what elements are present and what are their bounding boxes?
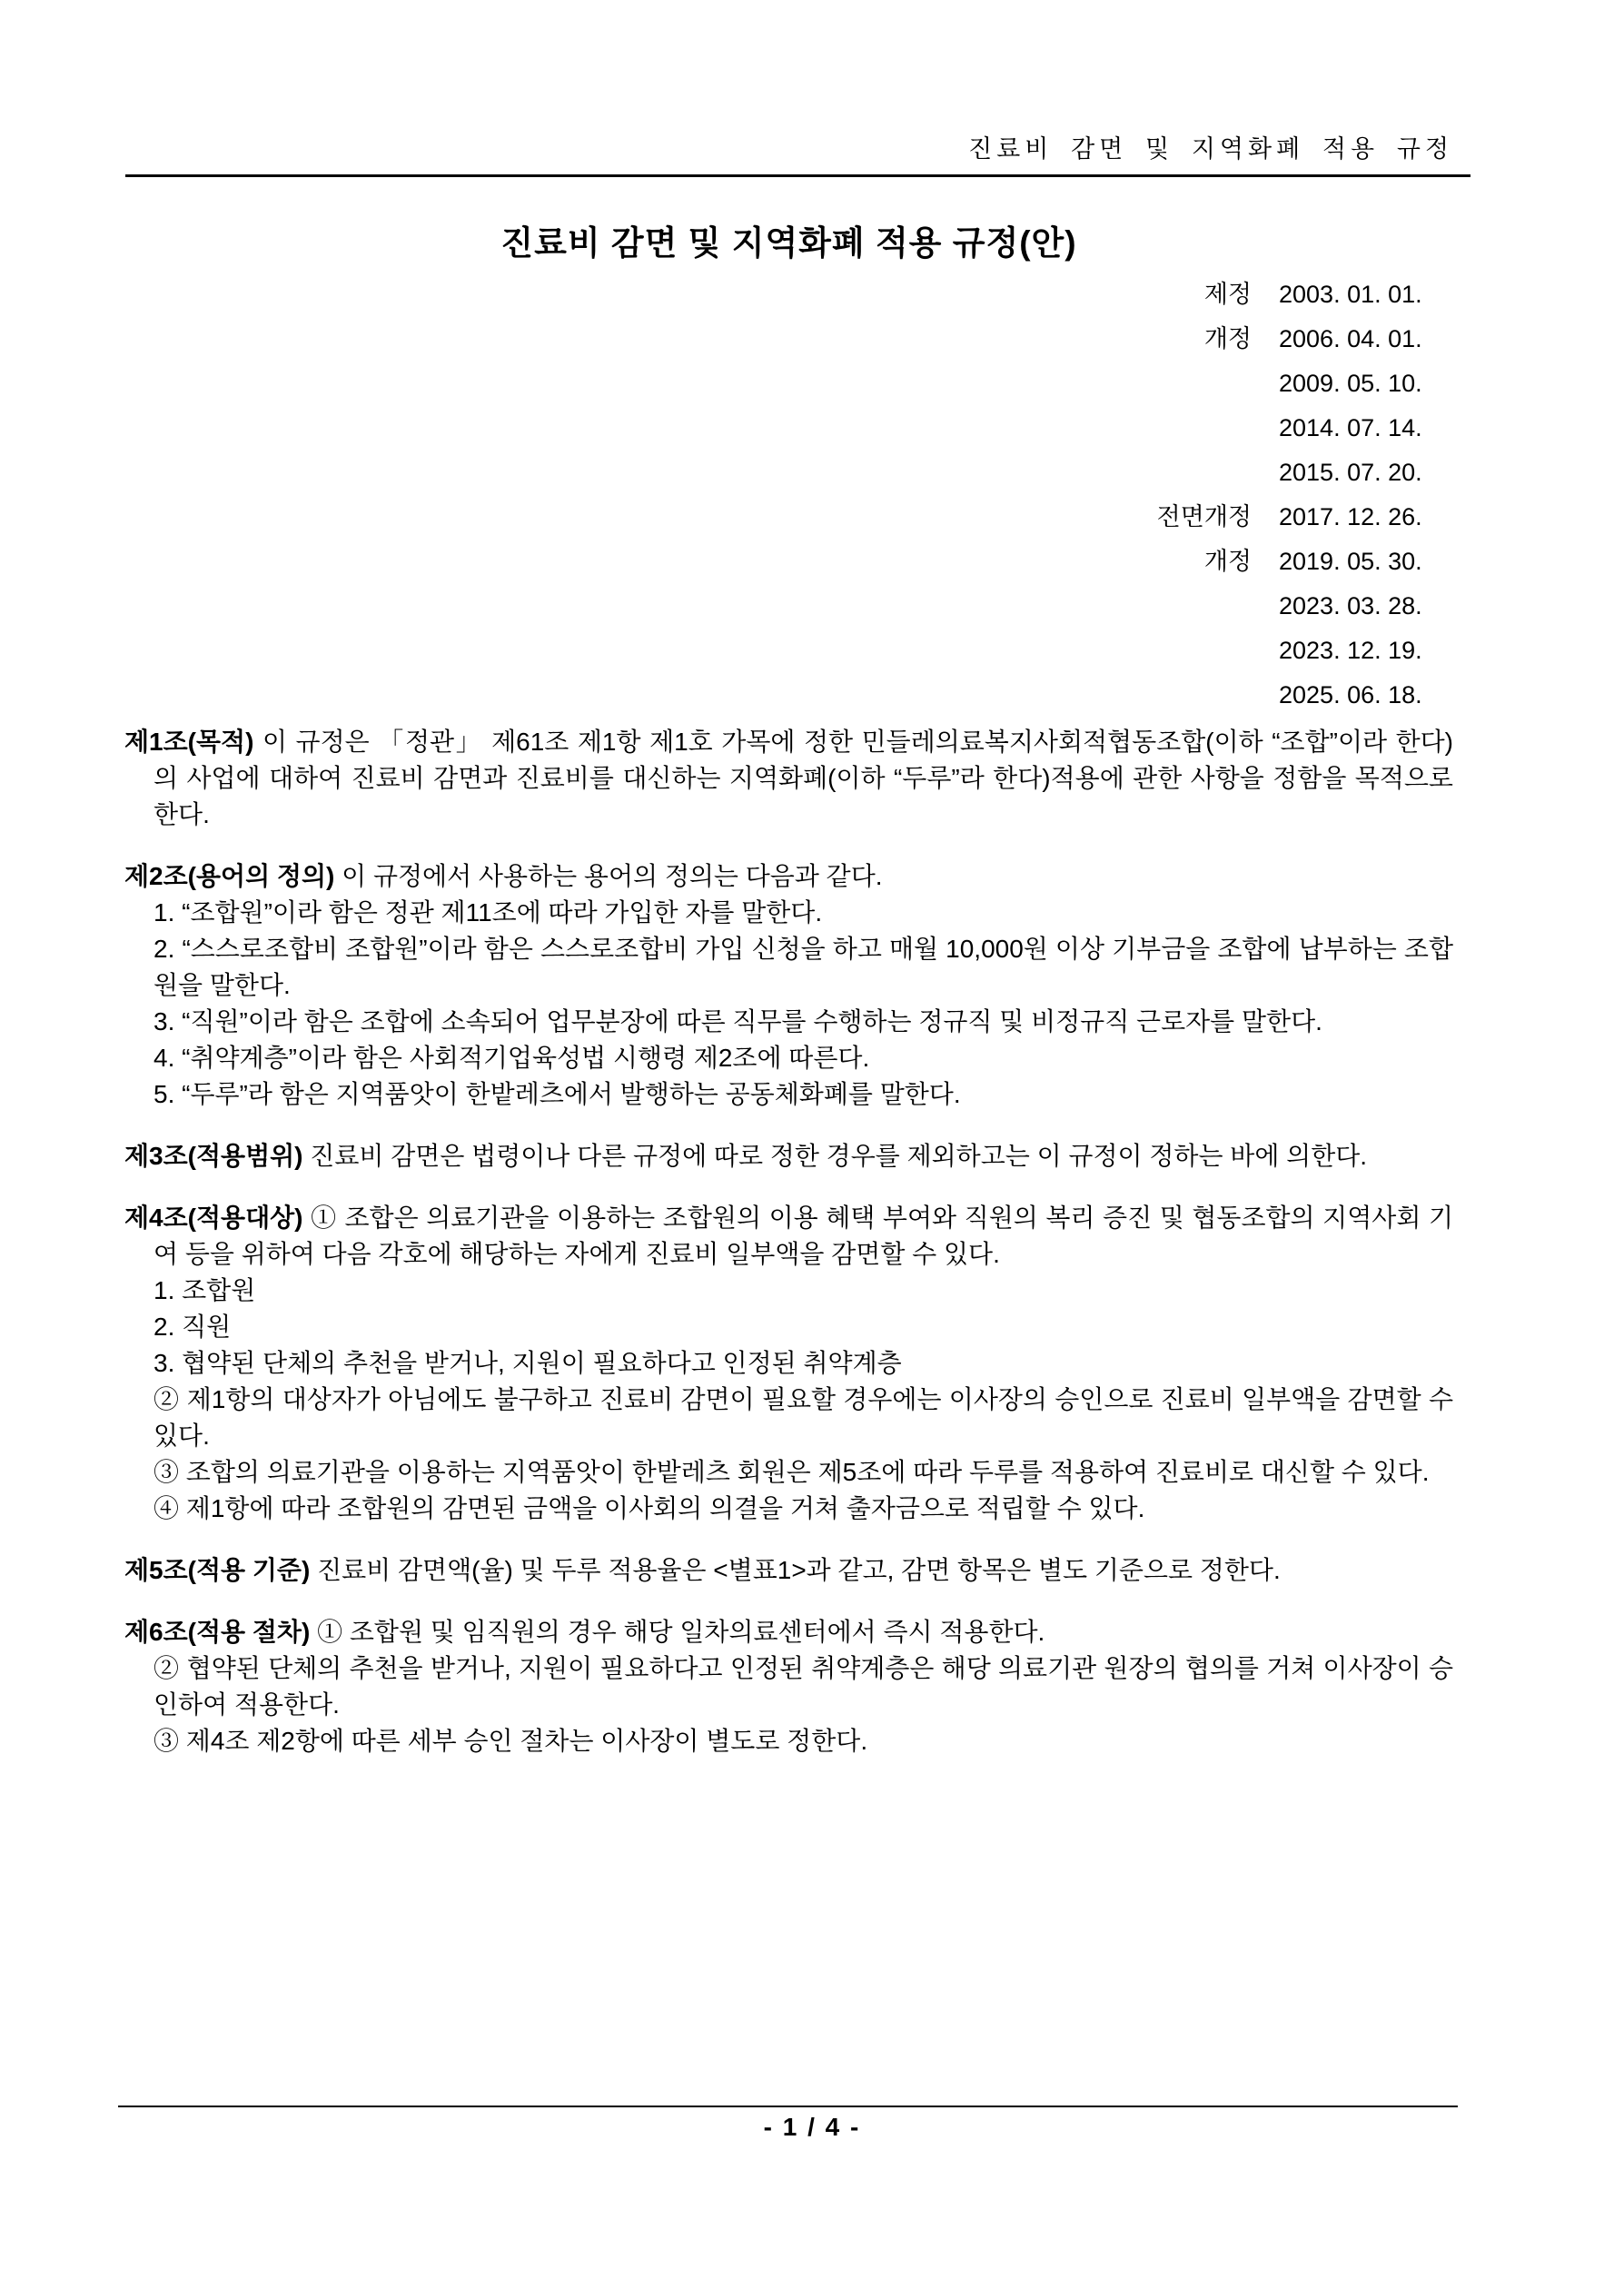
revision-row [1115,540,1453,584]
revision-label: 제정 [1203,281,1252,308]
article-first-line [124,858,1453,895]
footer-rule [118,2106,1458,2107]
article-item: ② 제1항의 대상자가 아님에도 불구하고 진료비 감면이 필요할 경우에는 이사장의 승인으로 진료비 일부액을 감면할 수 있다. [153,1385,1453,1450]
revision-label [1115,406,1252,451]
revision-date: 2023. 03. 28. [1279,592,1422,619]
revision-date: 2003. 01. 01. [1279,281,1422,308]
article-heading: 제1조(목적) [124,728,254,756]
article [124,1614,1453,1759]
revision-row [1115,584,1453,629]
article-item: 1. “조합원”이라 함은 정관 제11조에 따라 가입한 자를 말한다. [153,898,823,926]
article-body: 이 규정에서 사용하는 용어의 정의는 다음과 같다. [334,862,883,890]
article [124,724,1453,833]
article-first-line [124,1614,1453,1650]
article-heading: 제4조(적용대상) [124,1204,303,1232]
revision-label [1115,629,1252,673]
revision-row [1115,495,1453,540]
article-heading: 제5조(적용 기준) [124,1556,311,1584]
revision-row [1115,451,1453,495]
article-item: ② 협약된 단체의 추천을 받거나, 지원이 필요하다고 인정된 취약계층은 해당 의료기관 원장의 협의를 거쳐 이사장이 승인하여 적용한다. [153,1654,1453,1719]
revision-label: 전면개정 [1156,503,1252,530]
revision-label [1115,673,1252,718]
revision-row [1115,317,1453,362]
revision-row [1115,362,1453,406]
article-item: 2. “스스로조합비 조합원”이라 함은 스스로조합비 가입 신청을 하고 매월 10,000원 이상 기부금을 조합에 납부하는 조합원을 말한다. [153,935,1453,999]
articles [124,724,1453,1759]
article-item: ③ 조합의 의료기관을 이용하는 지역품앗이 한밭레츠 회원은 제5조에 따라 두루를 적용하여 진료비로 대신할 수 있다. [153,1458,1430,1486]
revision-row [1115,272,1453,317]
article-item: ④ 제1항에 따라 조합원의 감면된 금액을 이사회의 의결을 거쳐 출자금으로 적립할 수 있다. [153,1494,1145,1522]
article-body: 진료비 감면은 법령이나 다른 규정에 따로 정한 경우를 제외하고는 이 규정이 정하는 바에 의한다. [302,1142,1368,1170]
article-body: ① 조합원 및 임직원의 경우 해당 일차의료센터에서 즉시 적용한다. [310,1618,1045,1646]
article [124,1200,1453,1527]
article-body: 이 규정은 「정관」 제61조 제1항 제1호 가목에 정한 민들레의료복지사회적협동조합(이하 “조합”이라 한다)의 사업에 대하여 진료비 감면과 진료비를 대신하는 지역화폐(이하 “두루”라 한다)적용에 관한 사항을 정함을 목적으로 한다. [153,728,1453,828]
article [124,1552,1453,1589]
article-item: 2. 직원 [153,1313,232,1341]
article-item: 3. “직원”이라 함은 조합에 소속되어 업무분장에 따른 직무를 수행하는 정규직 및 비정규직 근로자를 말한다. [153,1007,1322,1036]
revision-history [1115,272,1453,718]
revision-date: 2023. 12. 19. [1279,637,1422,664]
revision-row [1115,629,1453,673]
page-title: 진료비 감면 및 지역화폐 적용 규정(안) [500,224,1077,262]
article-body: 진료비 감면액(율) 및 두루 적용율은 <별표1>과 같고, 감면 항목은 별도 기준으로 정한다. [310,1556,1281,1584]
header-rule [125,174,1471,177]
revision-label [1115,451,1252,495]
revision-row [1115,673,1453,718]
article-heading: 제3조(적용범위) [124,1142,303,1170]
article [124,858,1453,1113]
revision-label [1115,584,1252,629]
article-first-line [124,1138,1453,1174]
revision-date: 2025. 06. 18. [1279,681,1422,708]
article-item: 3. 협약된 단체의 추천을 받거나, 지원이 필요하다고 인정된 취약계층 [153,1349,902,1377]
article [124,1138,1453,1174]
article-item: ③ 제4조 제2항에 따른 세부 승인 절차는 이사장이 별도로 정한다. [153,1727,868,1755]
page-number: - 1 / 4 - [763,2113,861,2141]
revision-label [1115,362,1252,406]
article-first-line [124,724,1453,833]
article-heading: 제6조(적용 절차) [124,1618,311,1646]
article-first-line [124,1552,1453,1589]
revision-date: 2006. 04. 01. [1279,325,1422,352]
revision-date: 2009. 05. 10. [1279,370,1422,397]
revision-date: 2014. 07. 14. [1279,414,1422,441]
article-item: 4. “취약계층”이라 함은 사회적기업육성법 시행령 제2조에 따른다. [153,1044,870,1072]
article-first-line [124,1200,1453,1273]
revision-label: 개정 [1203,325,1252,352]
running-header-title: 진료비 감면 및 지역화폐 적용 규정 [968,135,1453,163]
article-heading: 제2조(용어의 정의) [124,862,335,890]
article-item: 1. 조합원 [153,1276,256,1304]
revision-date: 2017. 12. 26. [1279,503,1422,530]
article-body: ① 조합은 의료기관을 이용하는 조합원의 이용 혜택 부여와 직원의 복리 증진 및 협동조합의 지역사회 기여 등을 위하여 다음 각호에 해당하는 자에게 진료비 일부액을 감면할 수 있다. [153,1204,1453,1268]
revision-row [1115,406,1453,451]
article-item: 5. “두루”라 함은 지역품앗이 한밭레츠에서 발행하는 공동체화폐를 말한다. [153,1080,961,1108]
revision-date: 2019. 05. 30. [1279,548,1422,575]
revision-label: 개정 [1203,548,1252,575]
revision-date: 2015. 07. 20. [1279,459,1422,486]
